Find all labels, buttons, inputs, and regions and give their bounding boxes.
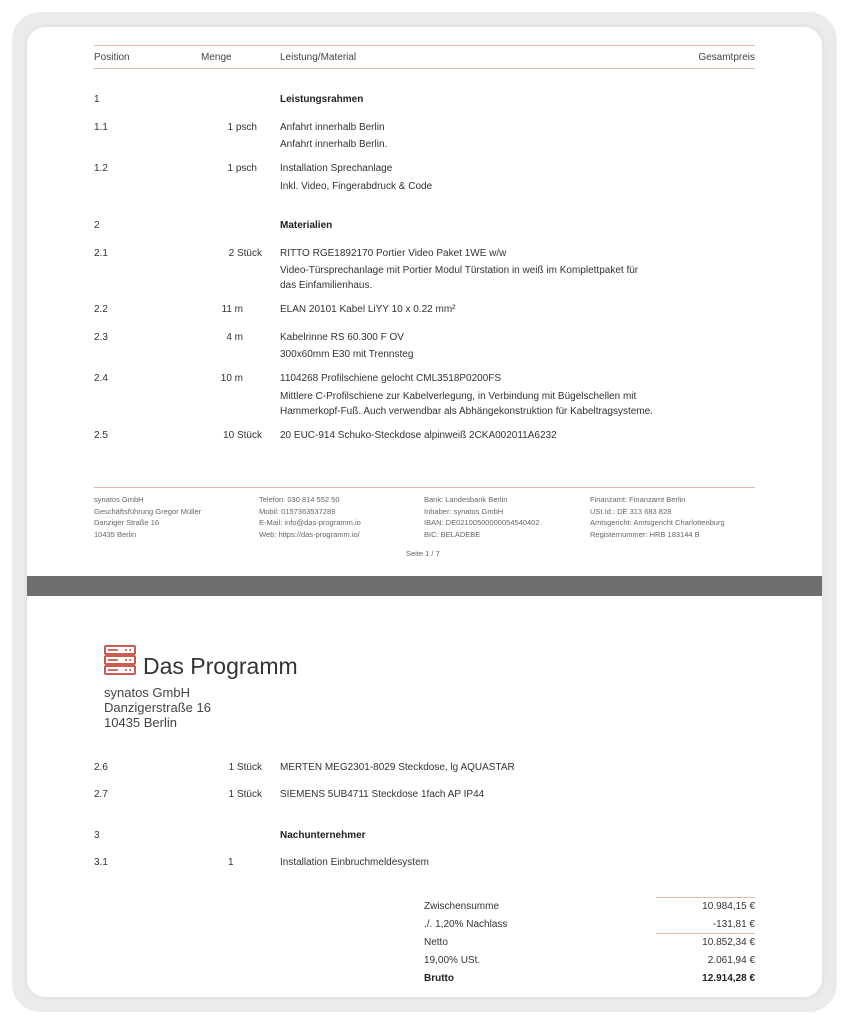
page-separator xyxy=(27,576,822,596)
footer-contact: Telefon: 030 814 552 50 Mobil: 0157363537289 E-Mail: info@das-programm.io Web: https://das-programm.io/ xyxy=(259,495,361,539)
row-position: 2.3 xyxy=(94,332,108,343)
row-position: 2 xyxy=(94,220,100,231)
footer-rule xyxy=(94,487,755,488)
totals-rule-mid xyxy=(656,933,755,934)
totals-value: 2.061,94 € xyxy=(707,955,755,966)
row-description-line2: Hammerkopf-Fuß. Auch verwendbar als Abhängekonstruktion für Kabeltragsysteme. xyxy=(280,406,653,417)
footer-tax: Finanzamt: Finanzamt Berlin USt.Id.: DE 313 683 828 Amtsgericht: Amtsgericht Charlottenburg Registernummer: HRB 183144 B xyxy=(590,495,725,539)
row-quantity: 4 m xyxy=(226,332,243,343)
row-quantity: 1 Stück xyxy=(228,762,262,773)
col-header-position: Position xyxy=(94,52,130,63)
row-title: 20 EUC-914 Schuko-Steckdose alpinweiß 2CKA002011A6232 xyxy=(280,430,557,441)
row-quantity: 1 psch xyxy=(227,122,257,133)
row-quantity: 10 m xyxy=(220,373,243,384)
footer-company: synatos GmbH Geschäftsführung Gregor Müller Danziger Straße 16 10435 Berlin xyxy=(94,495,202,539)
row-quantity: 1 xyxy=(228,857,234,868)
totals-label: 19,00% USt. xyxy=(424,955,481,966)
footer-bank: Bank: Landesbank Berlin Inhaber: synatos GmbH IBAN: DE02100500000054540402 BIC: BELADEBE xyxy=(424,495,540,539)
row-position: 1.2 xyxy=(94,163,108,174)
company-logo-text: Das Programm xyxy=(143,653,298,679)
page-number: Seite 1 / 7 xyxy=(406,549,440,558)
row-position: 3.1 xyxy=(94,857,108,868)
totals-value: -131,81 € xyxy=(712,919,755,930)
col-header-menge: Menge xyxy=(201,52,232,63)
row-position: 2.1 xyxy=(94,248,108,259)
section-title: Nachunternehmer xyxy=(280,830,366,841)
document-viewer[interactable] xyxy=(27,27,822,997)
row-position: 2.7 xyxy=(94,789,108,800)
row-position: 2.6 xyxy=(94,762,108,773)
totals-label: ./. 1,20% Nachlass xyxy=(424,919,508,930)
row-quantity: 1 psch xyxy=(227,163,257,174)
row-title: Installation Einbruchmeldesystem xyxy=(280,857,429,868)
row-description: Mittlere C-Profilschiene zur Kabelverlegung, in Verbindung mit Bügelschellen mit xyxy=(280,391,637,402)
row-description-line2: das Einfamilienhaus. xyxy=(280,280,373,291)
row-position: 1 xyxy=(94,94,100,105)
totals-rule-top xyxy=(656,897,755,898)
totals-value: 10.852,34 € xyxy=(702,937,755,948)
row-position: 2.2 xyxy=(94,304,108,315)
sender-address: synatos GmbH Danzigerstraße 16 10435 Berlin xyxy=(104,685,211,730)
row-quantity: 1 Stück xyxy=(228,789,262,800)
row-title: SIEMENS 5UB4711 Steckdose 1fach AP IP44 xyxy=(280,789,485,800)
section-title: Leistungsrahmen xyxy=(280,94,364,105)
row-title: Kabelrinne RS 60.300 F OV xyxy=(280,332,404,343)
row-title: Anfahrt innerhalb Berlin xyxy=(280,122,385,133)
totals-value-brutto: 12.914,28 € xyxy=(702,973,755,984)
row-description: Anfahrt innerhalb Berlin. xyxy=(280,139,388,150)
row-description: 300x60mm E30 mit Trennsteg xyxy=(280,349,414,360)
row-position: 3 xyxy=(94,830,100,841)
row-description: Video-Türsprechanlage mit Portier Modul Türstation in weiß im Komplettpaket für xyxy=(280,265,639,276)
totals-value: 10.984,15 € xyxy=(702,901,755,912)
col-header-leistung: Leistung/Material xyxy=(280,52,357,63)
header-rule-top xyxy=(94,45,755,46)
totals-label: Zwischensumme xyxy=(424,901,500,912)
header-rule-bottom xyxy=(94,68,755,69)
row-position: 1.1 xyxy=(94,122,108,133)
row-title: Installation Sprechanlage xyxy=(280,163,393,174)
row-position: 2.4 xyxy=(94,373,108,384)
col-header-gesamtpreis: Gesamtpreis xyxy=(698,52,755,63)
row-position: 2.5 xyxy=(94,430,108,441)
section-title: Materialien xyxy=(280,220,333,231)
row-quantity: 10 Stück xyxy=(223,430,262,441)
row-quantity: 2 Stück xyxy=(228,248,262,259)
row-title: MERTEN MEG2301-8029 Steckdose, lg AQUASTAR xyxy=(280,762,515,773)
row-title: ELAN 20101 Kabel LiYY 10 x 0.22 mm² xyxy=(280,304,456,315)
row-description: Inkl. Video, Fingerabdruck & Code xyxy=(280,181,433,192)
row-title: 1104268 Profilschiene gelocht CML3518P0200FS xyxy=(280,373,502,384)
server-stack-icon xyxy=(104,645,136,675)
row-quantity: 11 m xyxy=(221,304,243,315)
totals-label-brutto: Brutto xyxy=(424,973,454,984)
totals-label: Netto xyxy=(424,937,448,948)
row-title: RITTO RGE1892170 Portier Video Paket 1WE w/w xyxy=(280,248,507,259)
